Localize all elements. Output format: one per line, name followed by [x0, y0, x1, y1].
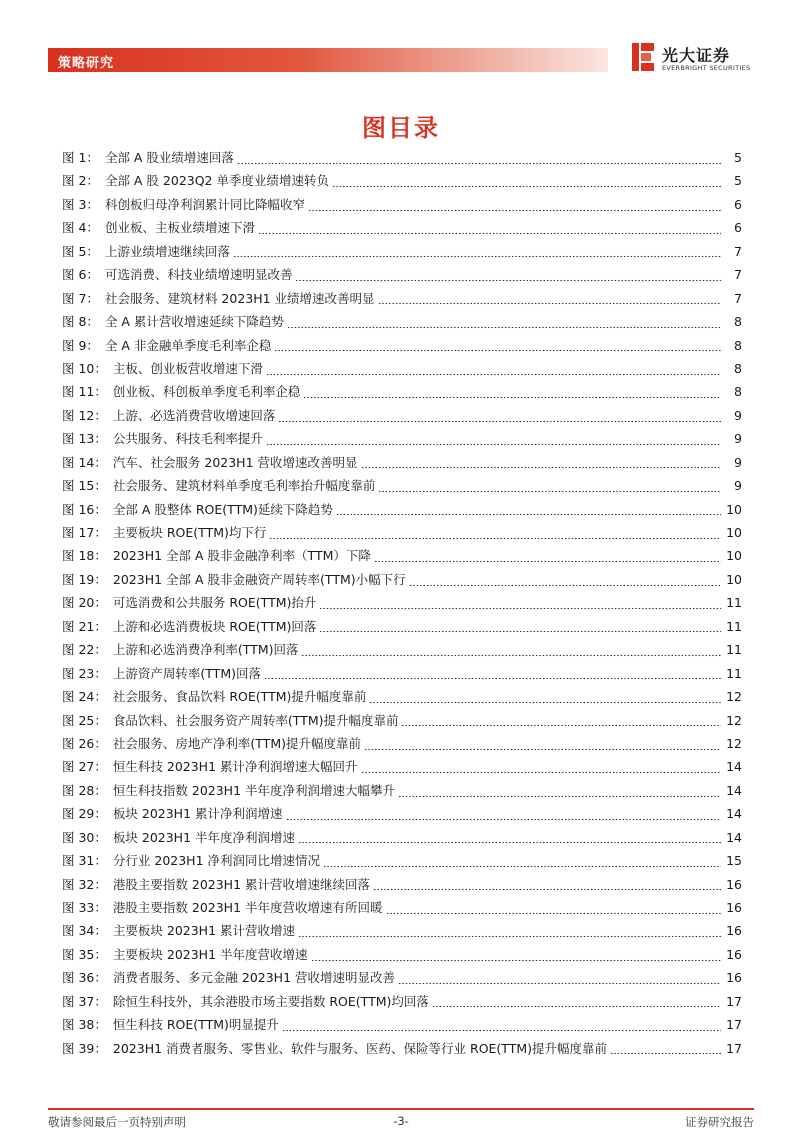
toc-leader-dots	[298, 835, 721, 845]
toc-figure-title: 上游和必选消费板块 ROE(TTM)回落	[112, 618, 317, 634]
toc-figure-title: 上游和必选消费净利率(TTM)回落	[112, 642, 299, 658]
toc-leader-dots	[369, 695, 721, 705]
toc-entry[interactable]	[62, 638, 742, 661]
toc-leader-dots	[298, 929, 721, 939]
toc-page-number: 11	[726, 642, 742, 658]
toc-leader-dots	[332, 179, 721, 189]
toc-figure-title: 全部 A 股业绩增速回落	[104, 150, 234, 165]
toc-page-number: 17	[726, 993, 742, 1009]
toc-leader-dots	[373, 882, 721, 892]
toc-leader-dots	[323, 859, 721, 869]
toc-entry[interactable]	[62, 334, 742, 357]
brand-logo	[630, 40, 755, 76]
toc-leader-dots	[610, 1046, 721, 1056]
toc-figure-label: 图 27：	[62, 759, 107, 775]
toc-leader-dots	[278, 414, 721, 424]
toc-leader-dots	[409, 578, 721, 588]
toc-figure-label: 图 31：	[62, 853, 107, 869]
toc-figure-title: 科创板归母净利润累计同比降幅收窄	[104, 196, 305, 212]
toc-page-number: 17	[726, 1017, 742, 1033]
toc-figure-label: 图 37：	[62, 993, 107, 1009]
toc-leader-dots	[386, 906, 721, 916]
header-banner	[48, 48, 608, 72]
toc-entry[interactable]	[62, 451, 742, 474]
toc-figure-title: 板块 2023H1 累计净利润增速	[112, 806, 283, 822]
footer-disclaimer: 敬请参阅最后一页特别声明	[48, 1115, 186, 1129]
toc-page-number: 8	[734, 314, 742, 330]
everbright-logo-icon	[630, 42, 656, 72]
toc-entry[interactable]	[62, 474, 742, 497]
toc-page-number: 11	[726, 618, 742, 634]
toc-page-number: 16	[726, 946, 742, 962]
toc-figure-label: 图 4：	[62, 220, 99, 236]
toc-leader-dots	[401, 718, 721, 728]
toc-figure-label: 图 14：	[62, 454, 107, 470]
toc-entry[interactable]	[62, 591, 742, 614]
toc-figure-title: 主要板块 ROE(TTM)均下行	[112, 525, 267, 540]
toc-entry[interactable]	[62, 709, 742, 732]
toc-figure-label: 图 16：	[62, 501, 107, 517]
logo-english-name: EVERBRIGHT SECURITIES	[662, 64, 751, 72]
toc-figure-title: 主要板块 2023H1 累计营收增速	[112, 923, 296, 939]
toc-figure-title: 上游业绩增速继续回落	[104, 243, 230, 259]
toc-entry[interactable]	[62, 615, 742, 638]
toc-figure-label: 图 19：	[62, 571, 107, 587]
toc-figure-title: 创业板、科创板单季度毛利率企稳	[112, 384, 301, 400]
toc-page-number: 10	[726, 548, 742, 564]
toc-leader-dots	[282, 1023, 721, 1033]
toc-page-number: 7	[734, 267, 742, 283]
toc-leader-dots	[364, 742, 721, 752]
toc-entry[interactable]	[62, 779, 742, 802]
toc-figure-title: 2023H1 全部 A 股非金融净利率（TTM）下降	[112, 548, 371, 564]
toc-page-number: 11	[726, 595, 742, 611]
toc-entry[interactable]	[62, 146, 742, 169]
toc-figure-label: 图 25：	[62, 712, 107, 728]
toc-page-number: 16	[726, 876, 742, 892]
toc-page-number: 10	[726, 501, 742, 517]
toc-figure-label: 图 20：	[62, 595, 107, 611]
toc-entry[interactable]	[62, 990, 742, 1013]
toc-entry[interactable]	[62, 568, 742, 591]
toc-leader-dots	[233, 249, 721, 259]
page-number: -3-	[393, 1114, 409, 1128]
toc-figure-title: 社会服务、建筑材料 2023H1 业绩增速改善明显	[104, 290, 375, 306]
toc-entry[interactable]	[62, 732, 742, 755]
toc-figure-label: 图 21：	[62, 618, 107, 634]
toc-entry[interactable]	[62, 1037, 742, 1060]
toc-figure-title: 2023H1 消费者服务、零售业、软件与服务、医药、保险等行业 ROE(TTM)提升幅度靠前	[112, 1040, 608, 1056]
toc-leader-dots	[374, 554, 721, 564]
toc-figure-label: 图 26：	[62, 735, 107, 751]
toc-leader-dots	[432, 999, 721, 1009]
logo-chinese-name: 光大证券	[662, 46, 731, 65]
toc-figure-title: 除恒生科技外，其余港股市场主要指数 ROE(TTM)均回落	[112, 993, 429, 1009]
toc-leader-dots	[361, 765, 721, 775]
toc-figure-label: 图 39：	[62, 1040, 107, 1056]
toc-figure-label: 图 30：	[62, 829, 107, 845]
figure-list	[62, 146, 742, 1060]
toc-figure-label: 图 15：	[62, 478, 107, 494]
toc-entry[interactable]	[62, 826, 742, 849]
toc-entry[interactable]	[62, 685, 742, 708]
toc-figure-label: 图 13：	[62, 431, 107, 447]
toc-entry[interactable]	[62, 896, 742, 919]
toc-figure-label: 图 33：	[62, 900, 107, 915]
toc-page-number: 5	[734, 150, 742, 165]
toc-page-number: 9	[734, 407, 742, 423]
toc-figure-title: 港股主要指数 2023H1 累计营收增速继续回落	[112, 876, 371, 892]
toc-entry[interactable]	[62, 1013, 742, 1036]
toc-figure-title: 全部 A 股整体 ROE(TTM)延续下降趋势	[112, 501, 333, 517]
toc-figure-label: 图 7：	[62, 290, 99, 306]
toc-page-number: 16	[726, 923, 742, 939]
toc-figure-title: 公共服务、科技毛利率提升	[112, 431, 263, 447]
toc-entry[interactable]	[62, 404, 742, 427]
toc-page-number: 9	[734, 431, 742, 447]
toc-entry[interactable]	[62, 193, 742, 216]
toc-figure-label: 图 5：	[62, 243, 99, 259]
toc-entry[interactable]	[62, 755, 742, 778]
toc-leader-dots	[311, 953, 721, 963]
toc-page-number: 8	[734, 360, 742, 376]
toc-page-number: 15	[726, 853, 742, 869]
toc-entry[interactable]	[62, 357, 742, 380]
toc-figure-label: 图 35：	[62, 946, 107, 962]
toc-figure-title: 恒生科技 ROE(TTM)明显提升	[112, 1017, 279, 1033]
page-header	[0, 0, 802, 80]
toc-leader-dots	[398, 976, 721, 986]
toc-leader-dots	[286, 812, 721, 822]
toc-entry[interactable]	[62, 169, 742, 192]
toc-entry[interactable]	[62, 919, 742, 942]
toc-figure-label: 图 1：	[62, 150, 99, 165]
toc-figure-title: 消费者服务、多元金融 2023H1 营收增速明显改善	[112, 970, 396, 986]
toc-leader-dots	[237, 156, 721, 166]
toc-page-number: 14	[726, 782, 742, 798]
toc-figure-title: 全部 A 股 2023Q2 单季度业绩增速转负	[104, 173, 329, 189]
toc-figure-label: 图 12：	[62, 407, 107, 423]
toc-figure-title: 上游、必选消费营收增速回落	[112, 407, 276, 423]
toc-figure-title: 港股主要指数 2023H1 半年度营收增速有所回暖	[112, 900, 383, 915]
toc-figure-label: 图 6：	[62, 267, 99, 283]
toc-page-number: 12	[726, 735, 742, 751]
toc-entry[interactable]	[62, 380, 742, 403]
toc-leader-dots	[266, 367, 721, 377]
toc-figure-title: 主板、创业板营收增速下滑	[112, 360, 263, 376]
toc-figure-label: 图 10：	[62, 360, 107, 376]
toc-page-number: 16	[726, 970, 742, 986]
toc-entry[interactable]	[62, 287, 742, 310]
toc-page-number: 12	[726, 689, 742, 705]
toc-entry[interactable]	[62, 802, 742, 825]
toc-figure-title: 2023H1 全部 A 股非金融资产周转率(TTM)小幅下行	[112, 571, 406, 587]
toc-figure-title: 恒生科技指数 2023H1 半年度净利润增速大幅攀升	[112, 782, 396, 798]
toc-leader-dots	[336, 507, 721, 517]
toc-page-number: 14	[726, 759, 742, 775]
toc-leader-dots	[266, 437, 721, 447]
toc-figure-title: 可选消费和公共服务 ROE(TTM)抬升	[112, 595, 317, 611]
toc-leader-dots	[269, 531, 721, 541]
toc-leader-dots	[319, 601, 721, 611]
toc-leader-dots	[303, 390, 721, 400]
toc-figure-title: 创业板、主板业绩增速下滑	[104, 220, 255, 236]
toc-figure-label: 图 36：	[62, 970, 107, 986]
toc-page-number: 12	[726, 712, 742, 728]
toc-page-number: 6	[734, 220, 742, 236]
toc-figure-label: 图 34：	[62, 923, 107, 939]
toc-page-number: 6	[734, 196, 742, 212]
toc-figure-title: 可选消费、科技业绩增速明显改善	[104, 267, 293, 283]
toc-leader-dots	[319, 624, 721, 634]
toc-figure-label: 图 32：	[62, 876, 107, 892]
toc-entry[interactable]	[62, 240, 742, 263]
toc-page-number: 9	[734, 454, 742, 470]
toc-figure-title: 汽车、社会服务 2023H1 营收增速改善明显	[112, 454, 358, 470]
toc-page-number: 7	[734, 290, 742, 306]
toc-page-number: 5	[734, 173, 742, 189]
toc-leader-dots	[295, 273, 721, 283]
toc-entry[interactable]	[62, 498, 742, 521]
toc-figure-label: 图 22：	[62, 642, 107, 658]
toc-page-number: 7	[734, 243, 742, 259]
toc-figure-label: 图 17：	[62, 525, 107, 540]
toc-figure-title: 社会服务、食品饮料 ROE(TTM)提升幅度靠前	[112, 689, 367, 705]
toc-figure-label: 图 38：	[62, 1017, 107, 1033]
toc-figure-label: 图 8：	[62, 314, 99, 330]
toc-page-number: 14	[726, 806, 742, 822]
toc-page-number: 8	[734, 337, 742, 353]
toc-leader-dots	[378, 296, 721, 306]
page-title: 图目录	[362, 114, 440, 142]
toc-leader-dots	[258, 226, 721, 236]
toc-page-number: 9	[734, 478, 742, 494]
toc-entry[interactable]	[62, 943, 742, 966]
toc-entry[interactable]	[62, 521, 742, 544]
toc-page-number: 8	[734, 384, 742, 400]
toc-page-number: 17	[726, 1040, 742, 1056]
toc-figure-label: 图 23：	[62, 665, 107, 681]
toc-entry[interactable]	[62, 544, 742, 567]
toc-leader-dots	[308, 203, 721, 213]
toc-entry[interactable]	[62, 216, 742, 239]
toc-figure-label: 图 24：	[62, 689, 107, 705]
toc-page-number: 10	[726, 571, 742, 587]
footer-report-type: 证券研究报告	[685, 1115, 754, 1129]
toc-page-number: 16	[726, 900, 742, 915]
toc-figure-title: 主要板块 2023H1 半年度营收增速	[112, 946, 308, 962]
toc-leader-dots	[264, 671, 721, 681]
toc-entry[interactable]	[62, 427, 742, 450]
toc-figure-title: 全 A 非金融单季度毛利率企稳	[104, 337, 272, 353]
toc-figure-label: 图 11：	[62, 384, 107, 400]
toc-entry[interactable]	[62, 310, 742, 333]
toc-leader-dots	[361, 460, 721, 470]
toc-figure-label: 图 18：	[62, 548, 107, 564]
toc-entry[interactable]	[62, 263, 742, 286]
toc-figure-title: 恒生科技 2023H1 累计净利润增速大幅回升	[112, 759, 358, 775]
footer-divider	[48, 1108, 754, 1110]
toc-figure-label: 图 2：	[62, 173, 99, 189]
toc-figure-label: 图 29：	[62, 806, 107, 822]
toc-leader-dots	[287, 320, 721, 330]
toc-figure-title: 分行业 2023H1 净利润同比增速情况	[112, 853, 321, 869]
toc-figure-title: 食品饮料、社会服务资产周转率(TTM)提升幅度靠前	[112, 712, 399, 728]
toc-figure-title: 全 A 累计营收增速延续下降趋势	[104, 314, 284, 330]
toc-leader-dots	[301, 648, 721, 658]
toc-entry[interactable]	[62, 966, 742, 989]
toc-figure-title: 社会服务、房地产净利率(TTM)提升幅度靠前	[112, 735, 361, 751]
toc-page-number: 14	[726, 829, 742, 845]
toc-page-number: 11	[726, 665, 742, 681]
toc-figure-title: 上游资产周转率(TTM)回落	[112, 665, 261, 681]
section-label: 策略研究	[58, 56, 115, 71]
toc-leader-dots	[274, 343, 721, 353]
toc-figure-label: 图 3：	[62, 196, 99, 212]
toc-entry[interactable]	[62, 662, 742, 685]
toc-entry[interactable]	[62, 849, 742, 872]
toc-figure-title: 社会服务、建筑材料单季度毛利率抬升幅度靠前	[112, 478, 376, 494]
toc-figure-label: 图 9：	[62, 337, 99, 353]
toc-page-number: 10	[726, 525, 742, 540]
toc-figure-label: 图 28：	[62, 782, 107, 798]
toc-leader-dots	[398, 789, 721, 799]
toc-figure-title: 板块 2023H1 半年度净利润增速	[112, 829, 296, 845]
toc-entry[interactable]	[62, 873, 742, 896]
toc-leader-dots	[378, 484, 721, 494]
